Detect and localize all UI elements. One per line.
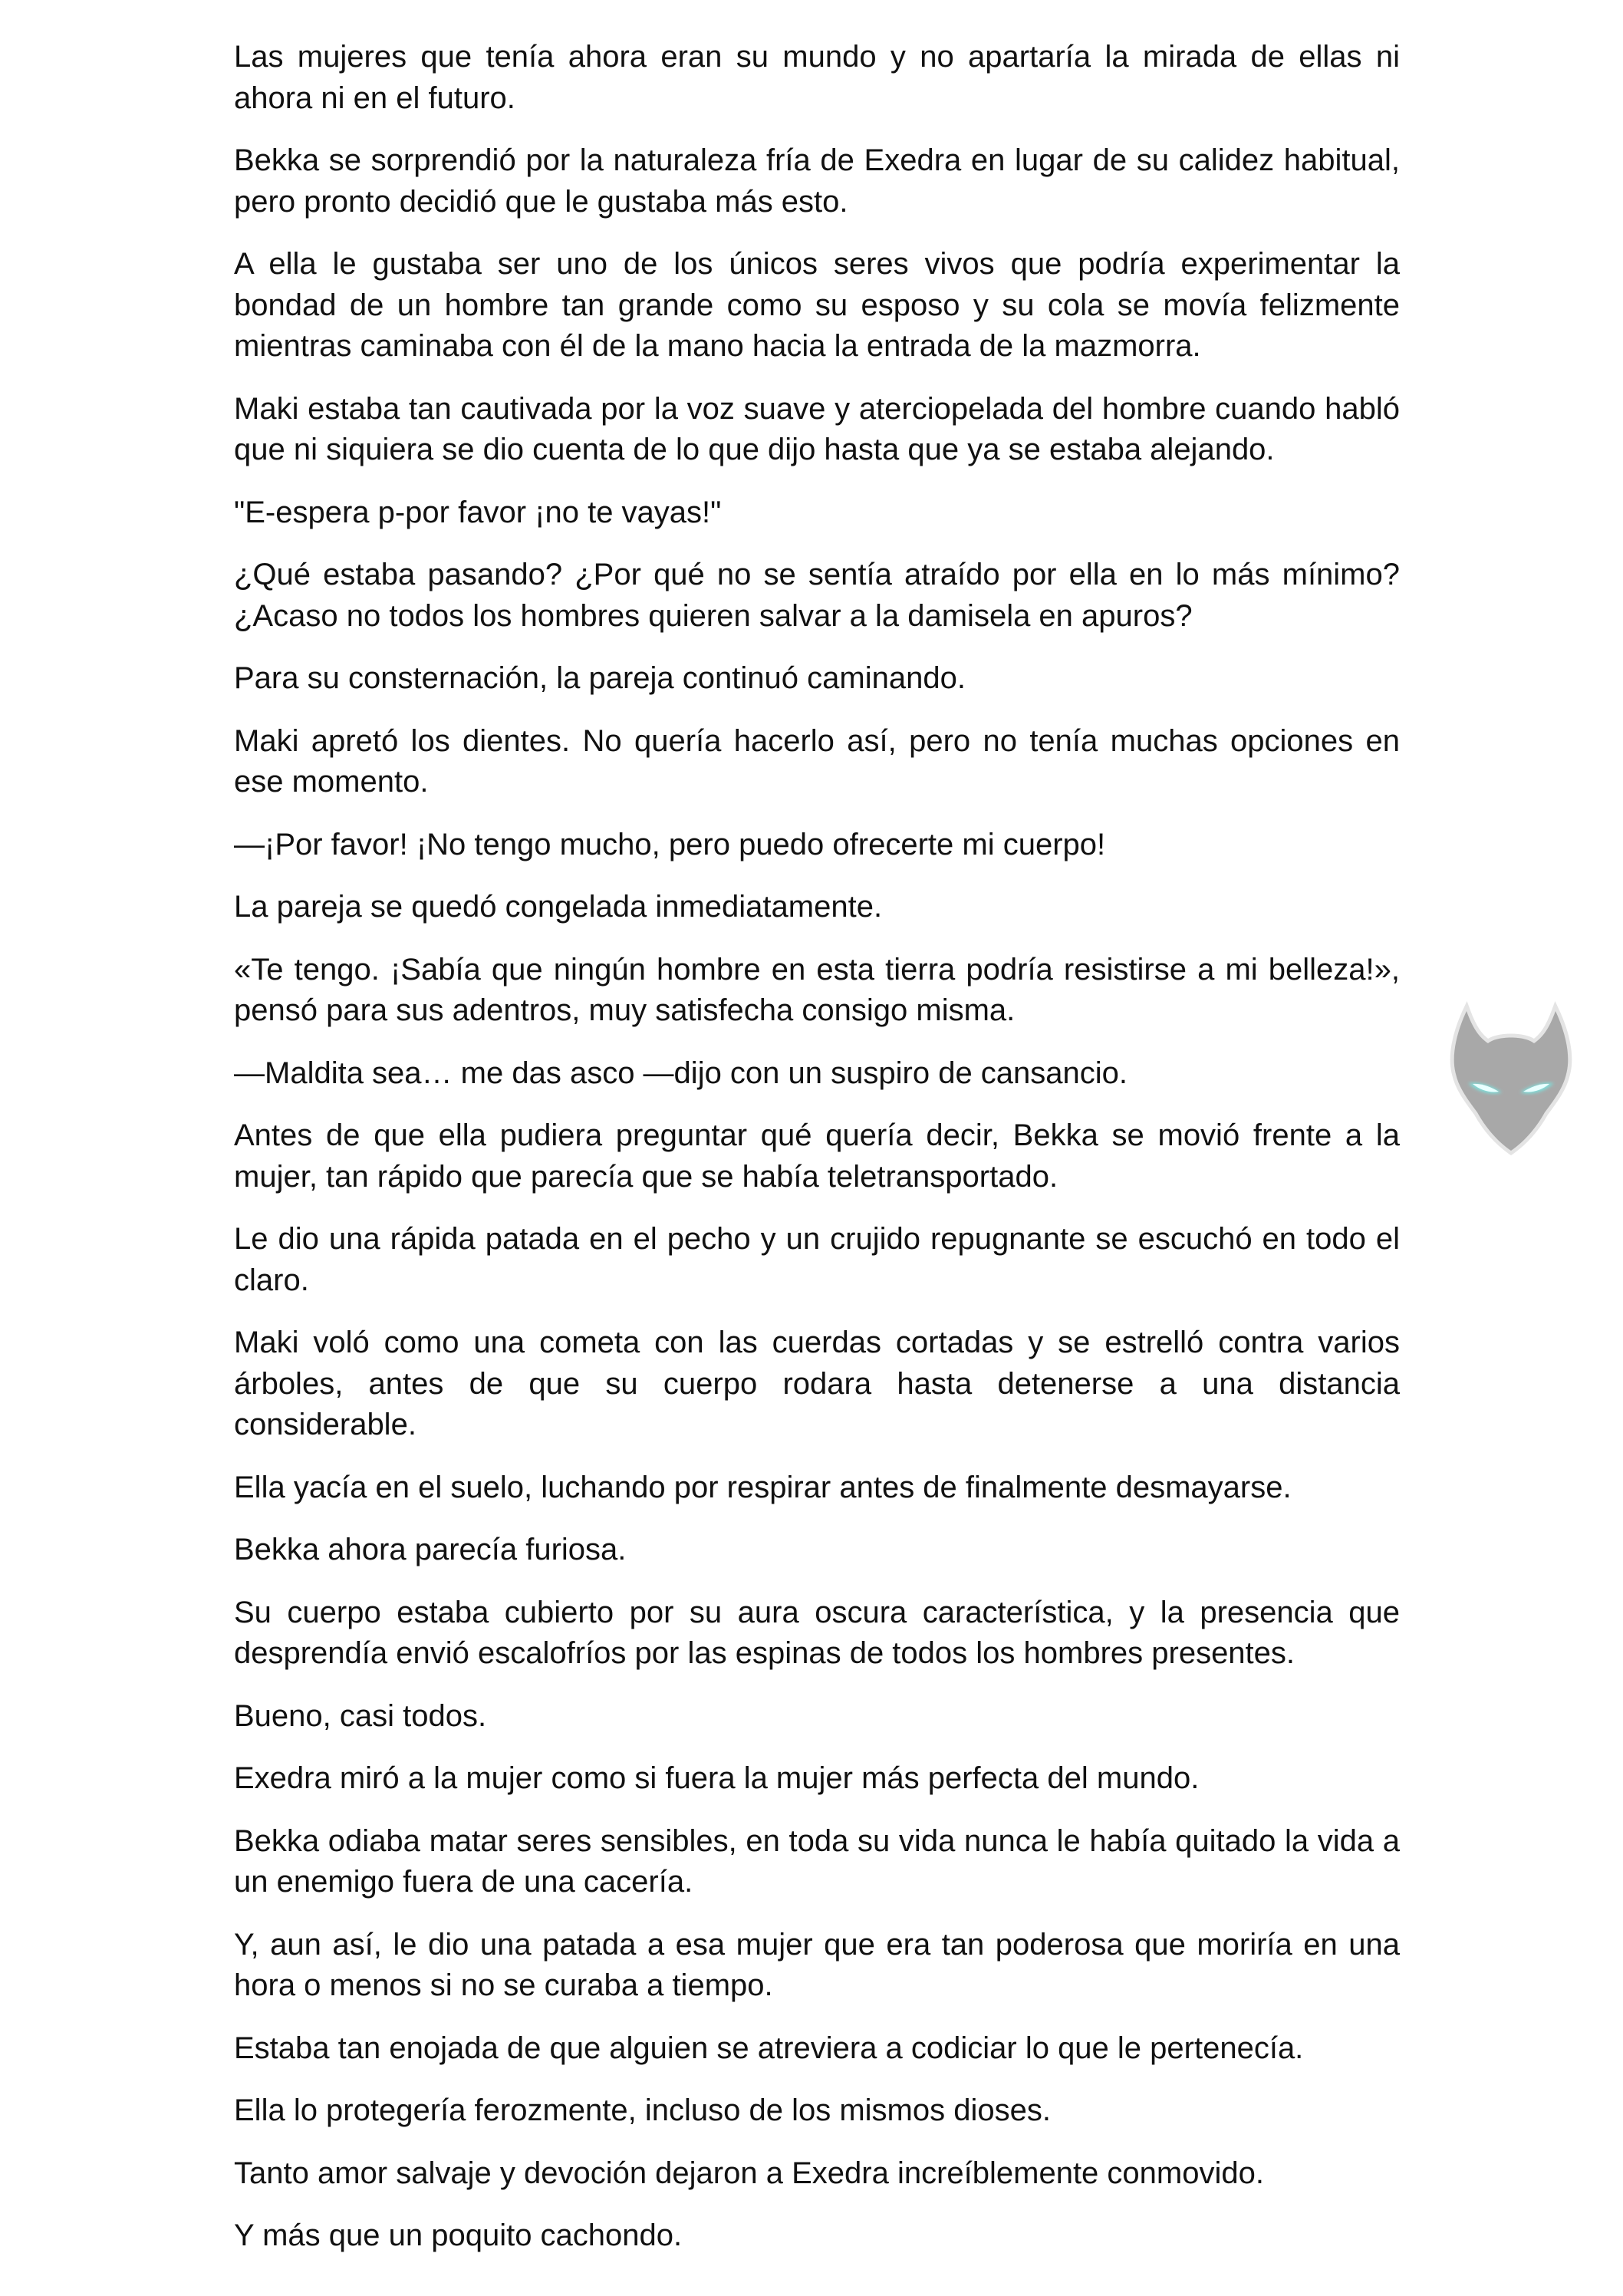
paragraph-8: Maki apretó los dientes. No quería hacerlo así, pero no tenía muchas opciones en ese momento. xyxy=(234,723,1400,799)
paragraph-18: Su cuerpo estaba cubierto por su aura oscura característica, y la presencia que desprendía envió escalofríos por las espinas de todos los hombres presentes. xyxy=(234,1595,1400,1670)
paragraph-6: ¿Qué estaba pasando? ¿Por qué no se sentía atraído por ella en lo más mínimo? ¿Acaso no todos los hombres quieren salvar a la damisela en apuros? xyxy=(234,558,1400,633)
paragraph-26: Y más que un poquito cachondo. xyxy=(234,2219,683,2252)
document-body xyxy=(234,37,1400,2278)
paragraph-15: Maki voló como una cometa con las cuerdas cortadas y se estrelló contra varios árboles, antes de que su cuerpo rodara hasta detenerse a una distancia considerable. xyxy=(234,1326,1400,1441)
paragraph-22: Y, aun así, le dio una patada a esa mujer que era tan poderosa que moriría en una hora o menos si no se curaba a tiempo. xyxy=(234,1927,1400,2002)
paragraph-23: Estaba tan enojada de que alguien se atreviera a codiciar lo que le pertenecía. xyxy=(234,2031,1304,2065)
demon-head-icon-graphic xyxy=(1442,997,1580,1158)
paragraph-14: Le dio una rápida patada en el pecho y un crujido repugnante se escuchó en todo el claro. xyxy=(234,1222,1400,1297)
paragraph-21: Bekka odiaba matar seres sensibles, en toda su vida nunca le había quitado la vida a un enemigo fuera de una cacería. xyxy=(234,1823,1400,1899)
paragraph-10: La pareja se quedó congelada inmediatamente. xyxy=(234,890,883,924)
paragraph-3: A ella le gustaba ser uno de los únicos seres vivos que podría experimentar la bondad de un hombre tan grande como su esposo y su cola se movía felizmente mientras caminaba con él de la mano hacia la entrada de la mazmorra. xyxy=(234,247,1400,363)
paragraph-12: —Maldita sea… me das asco —dijo con un suspiro de cansancio. xyxy=(234,1056,1128,1090)
paragraph-25: Tanto amor salvaje y devoción dejaron a Exedra increíblemente conmovido. xyxy=(234,2156,1264,2190)
paragraph-11: «Te tengo. ¡Sabía que ningún hombre en esta tierra podría resistirse a mi belleza!», pensó para sus adentros, muy satisfecha consigo misma. xyxy=(234,952,1400,1027)
head-shape xyxy=(1454,1011,1569,1151)
paragraph-24: Ella lo protegería ferozmente, incluso de los mismos dioses. xyxy=(234,2093,1051,2127)
paragraph-7: Para su consternación, la pareja continuó caminando. xyxy=(234,661,966,695)
paragraph-5: "E-espera p-por favor ¡no te vayas!" xyxy=(234,495,722,529)
paragraph-13: Antes de que ella pudiera preguntar qué quería decir, Bekka se movió frente a la mujer, tan rápido que parecía que se había teletransportado. xyxy=(234,1118,1400,1194)
paragraph-4: Maki estaba tan cautivada por la voz suave y aterciopelada del hombre cuando habló que ni siquiera se dio cuenta de lo que dijo hasta que ya se estaba alejando. xyxy=(234,391,1400,466)
paragraph-1: Las mujeres que tenía ahora eran su mundo y no apartaría la mirada de ellas ni ahora ni en el futuro. xyxy=(234,40,1400,115)
paragraph-2: Bekka se sorprendió por la naturaleza fría de Exedra en lugar de su calidez habitual, pero pronto decidió que le gustaba más esto. xyxy=(234,143,1400,219)
paragraph-19: Bueno, casi todos. xyxy=(234,1698,487,1733)
paragraph-17: Bekka ahora parecía furiosa. xyxy=(234,1533,627,1566)
paragraph-20: Exedra miró a la mujer como si fuera la mujer más perfecta del mundo. xyxy=(234,1761,1200,1795)
demon-head-icon xyxy=(1442,997,1580,1158)
paragraph-16: Ella yacía en el suelo, luchando por respirar antes de finalmente desmayarse. xyxy=(234,1470,1292,1504)
paragraph-9: —¡Por favor! ¡No tengo mucho, pero puedo ofrecerte mi cuerpo! xyxy=(234,827,1106,861)
